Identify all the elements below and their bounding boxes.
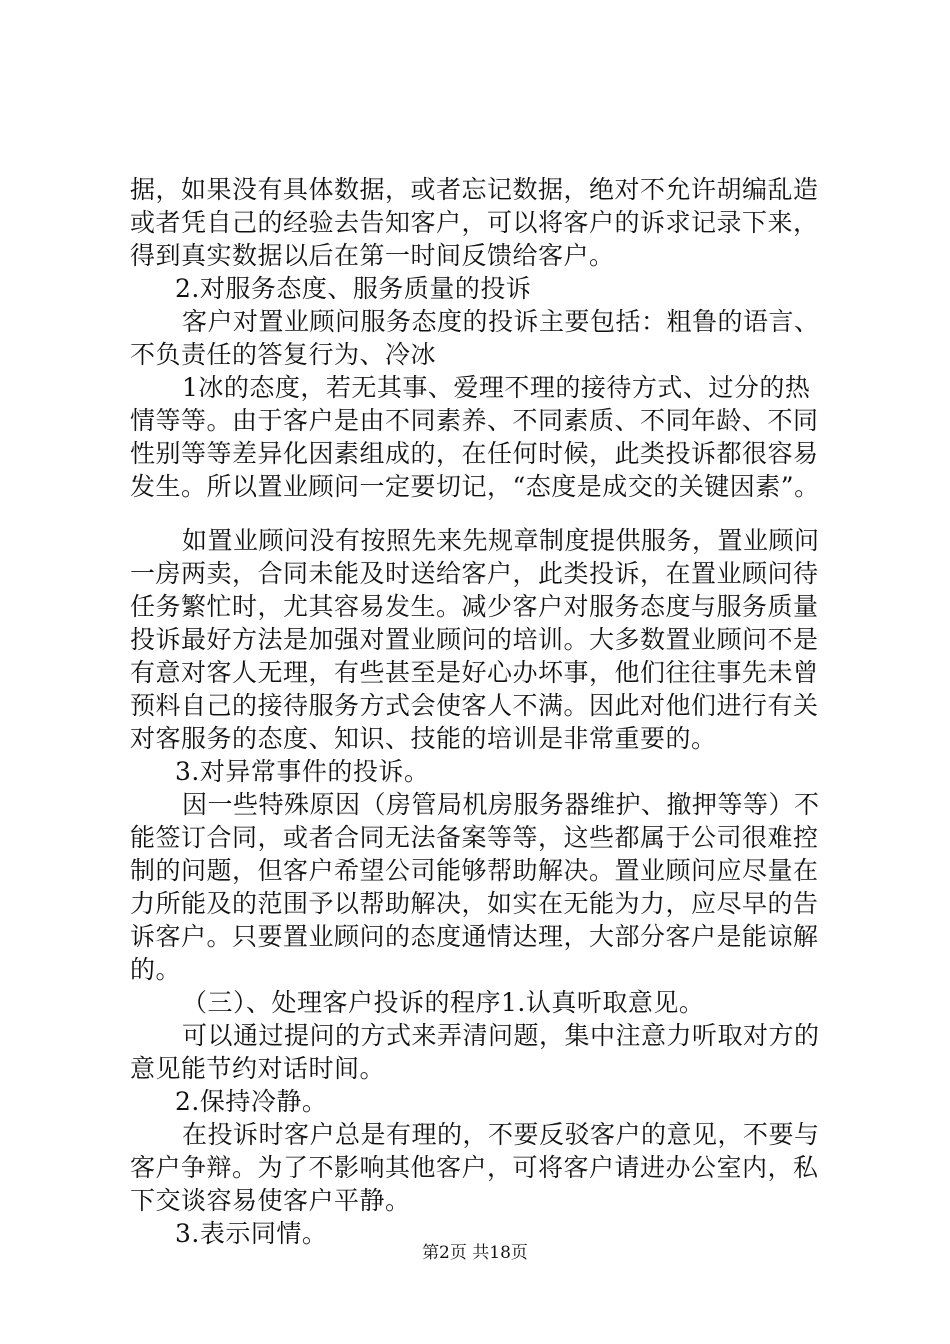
page-number-footer: 第2页 共18页 [422,1243,528,1263]
body-text-line: 不负责任的答复行为、冷冰 [130,340,437,369]
body-text-line: 据，如果没有具体数据，或者忘记数据，绝对不允许胡编乱造 [130,175,819,204]
body-text-line: 一房两卖，合同未能及时送给客户，此类投诉，在置业顾问待 [130,559,819,588]
body-text-line: 情等等。由于客户是由不同素养、不同素质、不同年龄、不同 [130,406,819,435]
body-text-line: 1冰的态度，若无其事、爱理不理的接待方式、过分的热 [182,373,811,402]
body-text-line: 的。 [130,955,182,984]
body-text-line: 性别等等差异化因素组成的，在任何时候，此类投诉都很容易 [130,439,819,468]
body-text-line: 或者凭自己的经验去告知客户，可以将客户的诉求记录下来， [130,208,819,237]
body-text-line: 投诉最好方法是加强对置业顾问的培训。大多数置业顾问不是 [130,625,819,654]
body-text-line: 任务繁忙时，尤其容易发生。减少客户对服务态度与服务质量 [130,592,819,621]
body-text-line: 如置业顾问没有按照先来先规章制度提供服务，置业顾问 [182,526,820,555]
body-text-line: 诉客户。只要置业顾问的态度通情达理，大部分客户是能谅解 [130,922,819,951]
section-heading: 2.对服务态度、服务质量的投诉 [175,274,532,303]
section-heading: 2.保持冷静。 [175,1087,328,1116]
body-text-line: 制的问题，但客户希望公司能够帮助解决。置业顾问应尽量在 [130,856,819,885]
body-text-line: 预料自己的接待服务方式会使客人不满。因此对他们进行有关 [130,691,819,720]
body-text-line: 发生。所以置业顾问一定要切记，“态度是成交的关键因素”。 [130,472,820,501]
section-heading: 3.对异常事件的投诉。 [175,757,430,786]
section-heading: （三）、处理客户投诉的程序1.认真听取意见。 [182,988,705,1017]
body-text-line: 因一些特殊原因（房管局机房服务器维护、撤押等等）不 [182,790,820,819]
body-text-line: 力所能及的范围予以帮助解决，如实在无能为力，应尽早的告 [130,889,819,918]
body-text-line: 对客服务的态度、知识、技能的培训是非常重要的。 [130,724,717,753]
body-text-line: 意见能节约对话时间。 [130,1054,386,1083]
section-heading: 3.表示同情。 [175,1219,328,1248]
body-text-line: 在投诉时客户总是有理的，不要反驳客户的意见，不要与 [182,1120,820,1149]
body-text-line: 能签订合同，或者合同无法备案等等，这些都属于公司很难控 [130,823,819,852]
body-text-line: 客户争辩。为了不影响其他客户，可将客户请进办公室内，私 [130,1153,819,1182]
body-text-line: 有意对客人无理，有些甚至是好心办坏事，他们往往事先未曾 [130,658,819,687]
body-text-line: 下交谈容易使客户平静。 [130,1186,411,1215]
body-text-line: 可以通过提问的方式来弄清问题，集中注意力听取对方的 [182,1021,820,1050]
body-text-line: 得到真实数据以后在第一时间反馈给客户。 [130,241,615,270]
body-text-line: 客户对置业顾问服务态度的投诉主要包括：粗鲁的语言、 [182,307,820,336]
